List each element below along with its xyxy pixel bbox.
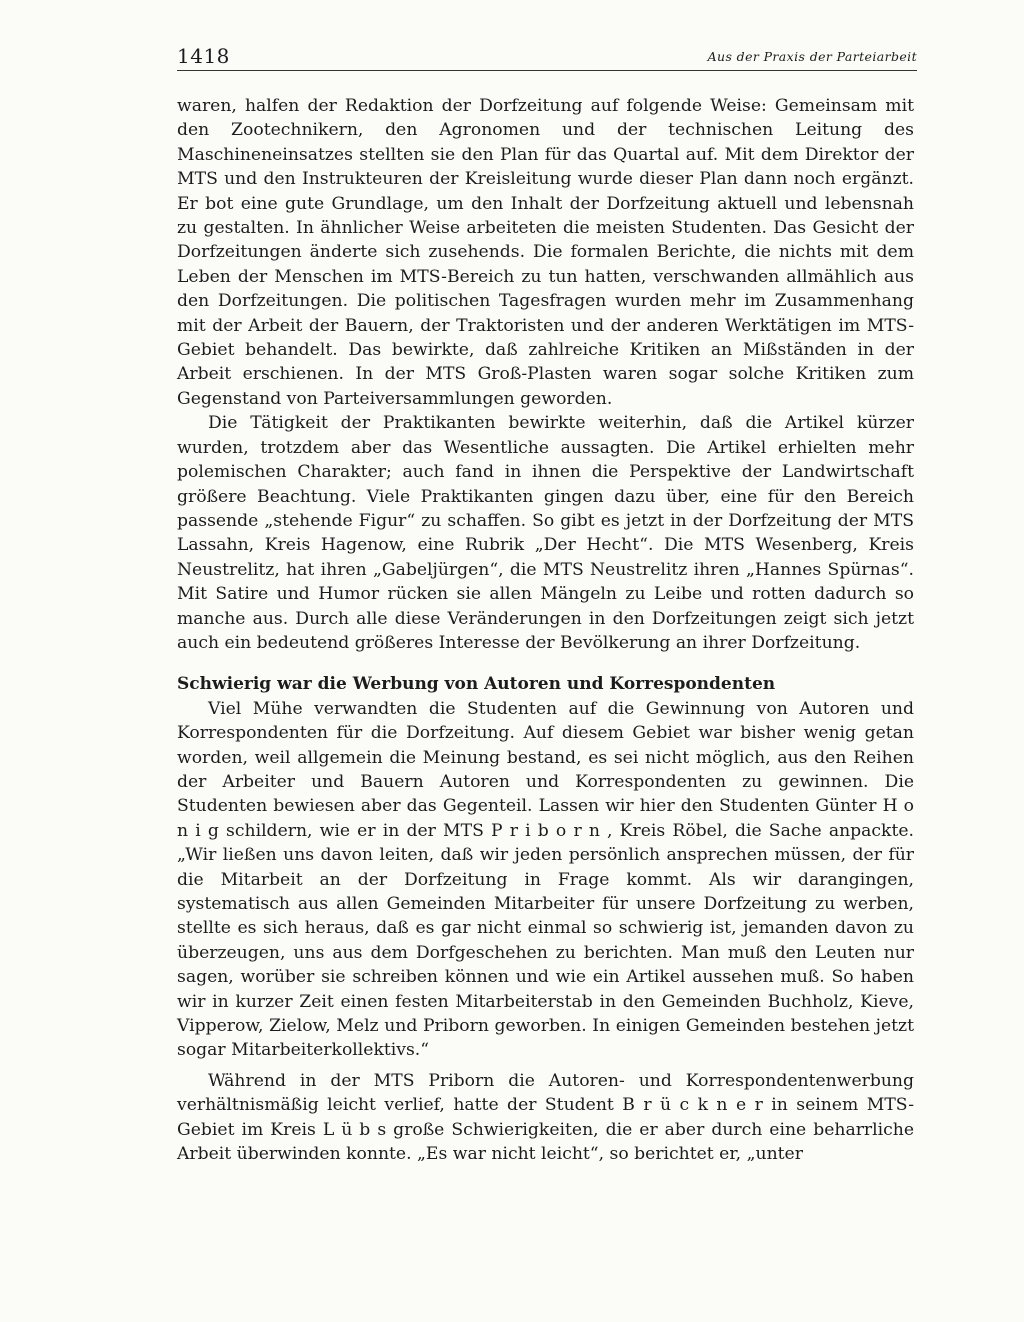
running-head: Aus der Praxis der Parteiarbeit: [707, 49, 917, 64]
paragraph-3: Viel Mühe verwandten die Studenten auf die Gewinnung von Autoren und Korrespondenten für die Dorfzeitung. Auf diesem Gebiet war bisher wenig getan worden, weil allgemein die Meinung bestand, es sei nicht möglich, aus den Reihen der Arbeiter und Bauern Autoren und Korrespondenten zu gewinnen. Die Studenten bewiesen aber das Gegenteil. Lassen wir hier den Studenten Günter H o n i g schildern, wie er in der MTS P r i b o r n , Kreis Röbel, die Sache anpackte. „Wir ließen uns davon leiten, daß wir jeden persönlich ansprechen müssen, der für die Mitarbeit an der Dorfzeitung in Frage kommt. Als wir darangingen, systematisch aus allen Gemeinden Mitarbeiter für unsere Dorfzeitung zu werben, stellte es sich heraus, daß es gar nicht einmal so schwierig ist, jemanden davon zu überzeugen, uns aus dem Dorfgeschehen zu berichten. Man muß den Leuten nur sagen, worüber sie schreiben können und wie ein Artikel aussehen muß. So haben wir in kurzer Zeit einen festen Mitarbeiterstab in den Gemeinden Buchholz, Kieve, Vipperow, Zielow, Melz und Priborn geworben. In einigen Gemeinden bestehen jetzt sogar Mitarbeiterkollektivs.“: [177, 698, 914, 1061]
paragraph-1: waren, halfen der Redaktion der Dorfzeitung auf folgende Weise: Gemeinsam mit den Zootechnikern, den Agronomen und der technischen Leitung des Maschineneinsatzes stellten sie den Plan für das Quartal auf. Mit dem Direktor der MTS und den Instrukteuren der Kreisleitung wurde dieser Plan dann noch ergänzt. Er bot eine gute Grundlage, um den Inhalt der Dorfzeitung aktuell und lebensnah zu gestalten. In ähnlicher Weise arbeiteten die meisten Studenten. Das Gesicht der Dorfzeitungen änderte sich zusehends. Die formalen Berichte, die nichts mit dem Leben der Menschen im MTS-Bereich zu tun hatten, verschwanden allmählich aus den Dorfzeitungen. Die politischen Tagesfragen wurden mehr im Zusammenhang mit der Arbeit der Bauern, der Traktoristen und der anderen Werktätigen im MTS-Gebiet behandelt. Das bewirkte, daß zahlreiche Kritiken an Mißständen in der Arbeit erschienen. In der MTS Groß-Plasten waren sogar solche Kritiken zum Gegenstand von Parteiversammlungen geworden.: [177, 96, 914, 409]
page-header: [177, 44, 917, 71]
page-number: 1418: [177, 44, 230, 68]
paragraph-2: Die Tätigkeit der Praktikanten bewirkte weiterhin, daß die Artikel kürzer wurden, trotzdem aber das Wesentliche aussagten. Die Artikel erhielten mehr polemischen Charakter; auch fand in ihnen die Perspektive der Landwirtschaft größere Beachtung. Viele Praktikanten gingen dazu über, eine für den Bereich passende „stehende Figur“ zu schaffen. So gibt es jetzt in der Dorfzeitung der MTS Lassahn, Kreis Hagenow, eine Rubrik „Der Hecht“. Die MTS Wesenberg, Kreis Neustrelitz, hat ihren „Gabeljürgen“, die MTS Neustrelitz ihren „Hannes Spürnas“. Mit Satire und Humor rücken sie allen Mängeln zu Leibe und rotten dadurch so manche aus. Durch alle diese Veränderungen in den Dorfzeitungen zeigt sich jetzt auch ein bedeutend größeres Interesse der Bevölkerung an ihrer Dorfzeitung.: [177, 413, 914, 653]
section-heading: Schwierig war die Werbung von Autoren und Korrespondenten: [177, 674, 776, 695]
body-text: [177, 94, 914, 1166]
paragraph-4: Während in der MTS Priborn die Autoren- und Korrespondentenwerbung verhältnismäßig leicht verlief, hatte der Student B r ü c k n e r in seinem MTS-Gebiet im Kreis L ü b s große Schwierigkeiten, die er aber durch eine beharrliche Arbeit überwinden konnte. „Es war nicht leicht“, so berichtet er, „unter: [177, 1070, 914, 1165]
